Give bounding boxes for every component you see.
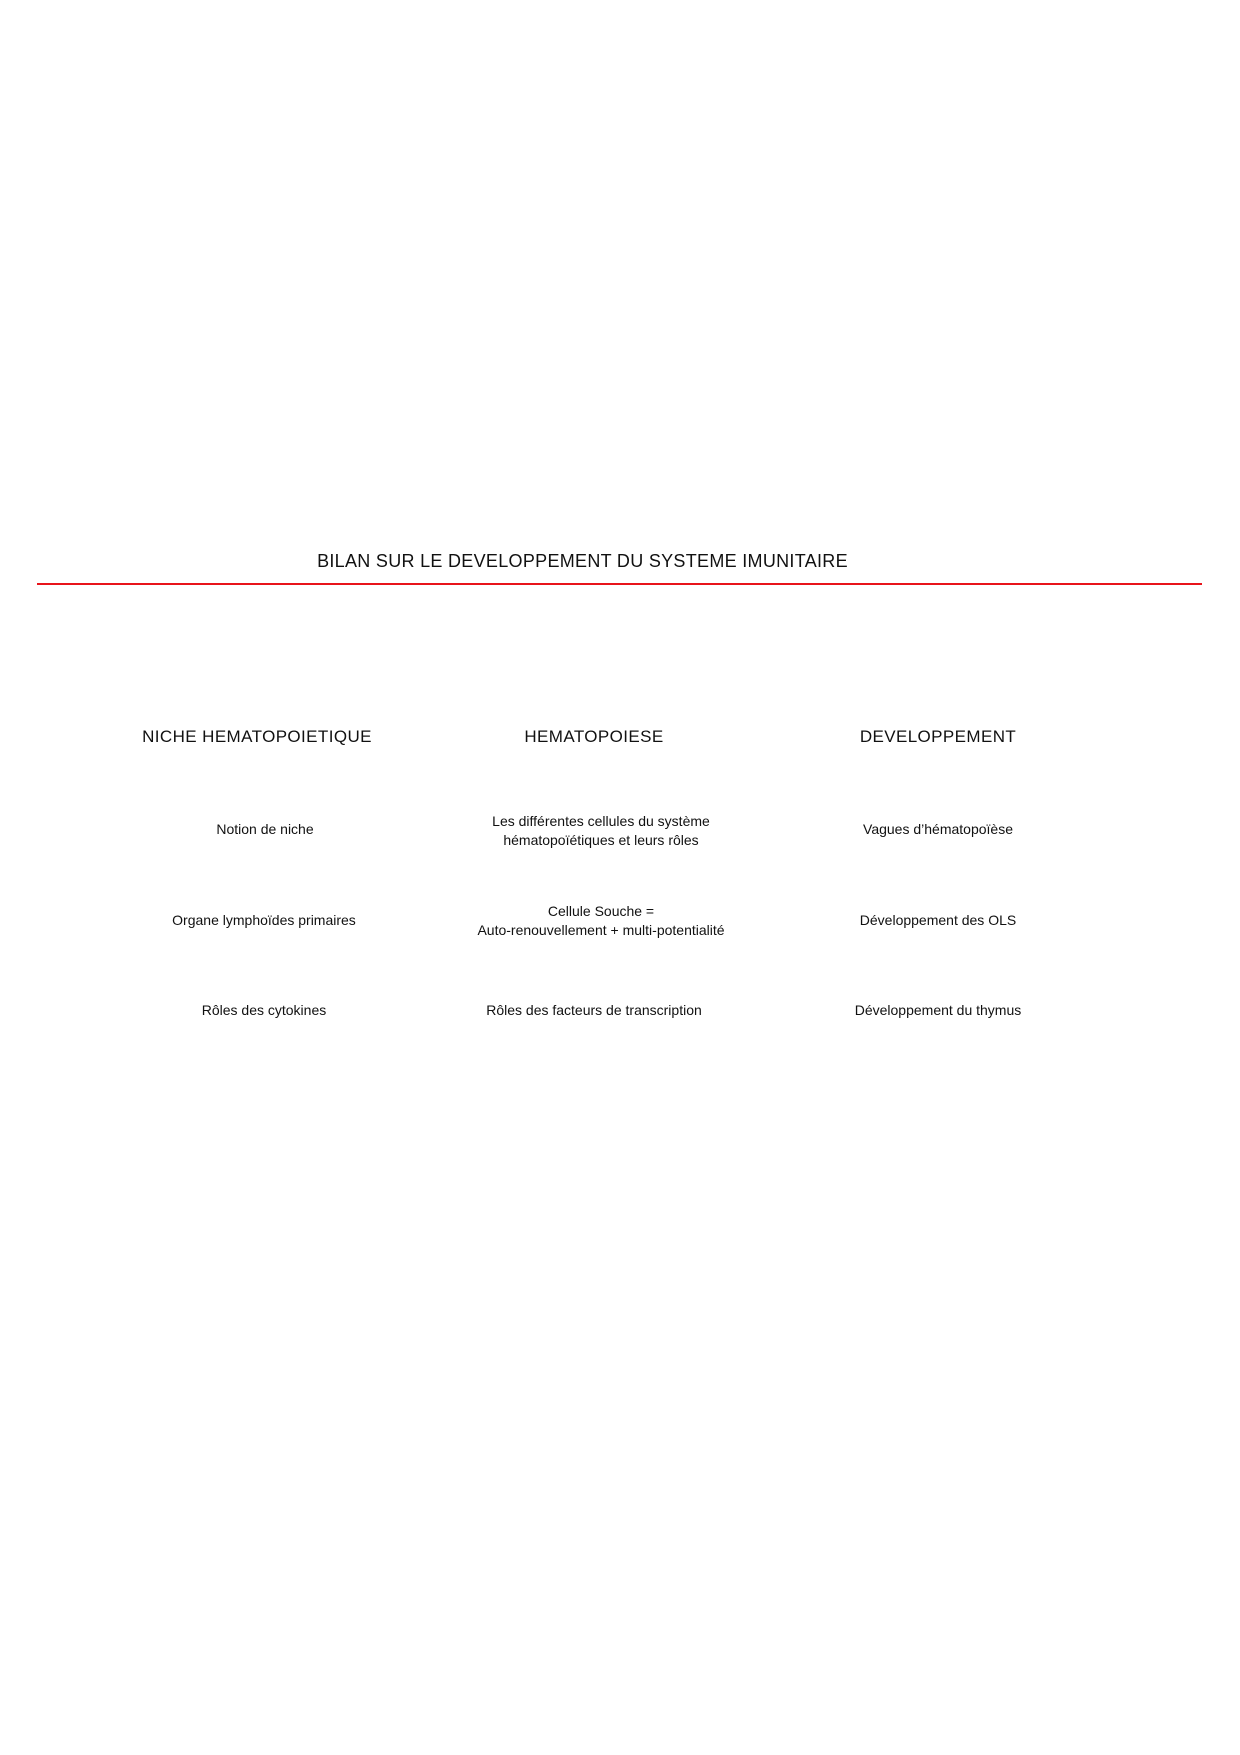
document-title: BILAN SUR LE DEVELOPPEMENT DU SYSTEME IMUNITAIRE	[317, 551, 848, 571]
topic-line: Cellule Souche =	[547, 903, 655, 919]
topic-line: Développement du thymus	[854, 1002, 1022, 1018]
topic-item	[758, 911, 1118, 930]
topic-line: Organe lymphoïdes primaires	[172, 912, 356, 928]
topic-line: Rôles des facteurs de transcription	[486, 1002, 702, 1018]
column-header-hematopoiese: HEMATOPOIESE	[524, 727, 664, 746]
title-divider	[37, 583, 1202, 585]
topic-item	[85, 820, 445, 839]
topic-item	[84, 911, 444, 930]
column-header-niche: NICHE HEMATOPOIETIQUE	[142, 727, 372, 746]
topic-item	[758, 1001, 1118, 1020]
topic-line: Auto-renouvellement + multi-potentialité	[477, 922, 725, 938]
topic-line: hématopoïétiques et leurs rôles	[503, 832, 699, 848]
topic-line: Les différentes cellules du système	[492, 813, 710, 829]
topic-item	[84, 1001, 444, 1020]
topic-line: Développement des OLS	[859, 912, 1017, 928]
topic-line: Notion de niche	[216, 821, 314, 837]
topic-line: Vagues d’hématopoïèse	[863, 821, 1013, 837]
topic-item	[421, 812, 781, 850]
topic-item	[758, 820, 1118, 839]
topic-line: Rôles des cytokines	[201, 1002, 327, 1018]
topic-item	[414, 1001, 774, 1020]
topic-item	[421, 902, 781, 940]
column-header-developpement: DEVELOPPEMENT	[859, 727, 1017, 746]
